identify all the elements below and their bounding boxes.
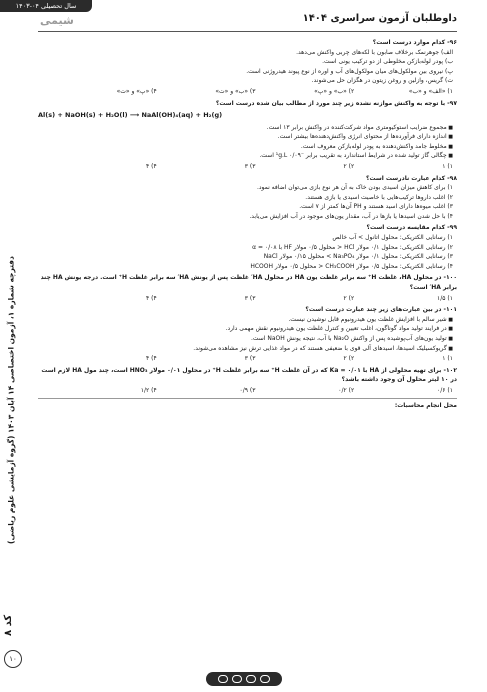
q96-item: الف) جوهرنمک برخلاف صابون با لکه‌های چربی واکنش می‌دهد. — [296, 48, 453, 56]
logo-ring-icon — [260, 675, 270, 683]
reaction-equation: Al(s) + NaOH(s) + H₂O(l) ⟶ NaAl(OH)₄(aq) + H₂(g) — [38, 111, 223, 120]
q99-option-1[interactable]: ۱) رسانایی الکتریکی: محلول اتانول > آب خالص — [332, 234, 453, 242]
q99-option-4[interactable]: ۴) رسانایی الکتریکی: محلول ۰/۵ مولار CH₃COOH < محلول ۰/۵ مولار HCOOH — [250, 262, 453, 270]
booklet-info: دفترچه شماره ۱، آزمون اختصاصی ۱۴ آبان ۱۴۰۳ (گروه آزمایشی علوم ریاضی) — [6, 256, 16, 544]
logo-ring-icon — [218, 675, 228, 683]
question-101-title: ۱۰۱- در بین عبارت‌های زیر چند عبارت درست است؟ — [305, 306, 457, 314]
question-102-title: ۱۰۲- برای تهیه محلولی از HA با Ka = ۰/۰۱ که در آن غلظت H⁺ سه برابر غلظت H⁺ در محلول ۰/۰۱ مولار HNO₃ است، چند مول HA لازم است در ۱۰ لیتر محلول آن وجود داشته باشد؟ — [41, 366, 457, 384]
publisher-logo — [206, 672, 282, 686]
q96-option-1[interactable]: ۱) «الف» و «ب» — [408, 87, 453, 95]
q97-item: ■ اندازه دارای فرآورده‌ها از محتوای انرژی واکنش‌دهنده‌ها بیشتر است. — [38, 132, 457, 142]
q97-option-1[interactable]: ۱) ۱ — [442, 162, 453, 170]
q102-option-2[interactable]: ۲) ۰/۲ — [338, 386, 355, 394]
q98-option-4[interactable]: ۴) با حل شدن اسیدها یا بازها در آب، مقدار یون‌های موجود در آب افزایش می‌یابد. — [249, 212, 453, 220]
q98-option-1[interactable]: ۱) برای کاهش میزان اسیدی بودن خاک به آن هر نوع بازی می‌توان اضافه نمود. — [256, 184, 453, 192]
q101-option-1[interactable]: ۱) ۱ — [442, 355, 453, 363]
q101-option-2[interactable]: ۲) ۲ — [343, 355, 355, 363]
academic-year-tab: سال تحصیلی ۰۴-۱۴۰۳ — [0, 0, 92, 12]
q102-option-4[interactable]: ۴) ۱/۲ — [140, 386, 157, 394]
q100-option-4[interactable]: ۴) ۴ — [146, 294, 157, 302]
q96-option-4[interactable]: ۴) «پ» و «ت» — [116, 87, 157, 95]
subject-label: شیمی — [40, 14, 74, 27]
q102-option-1[interactable]: ۱) ۰/۶ — [437, 386, 453, 394]
q97-item: ■ مخلوط جامد واکنش‌دهنده به پودر لوله‌بازکن معروف است. — [38, 142, 457, 152]
q101-item: ■ در فرایند تولید مواد گوناگون، اغلب تعیین و کنترل غلظت یون هیدرونیوم نقش مهمی دارد. — [38, 324, 457, 334]
logo-ring-icon — [232, 675, 242, 683]
q97-option-4[interactable]: ۴) ۴ — [146, 162, 157, 170]
calc-divider — [38, 398, 457, 399]
page-title: داوطلبان آزمون سراسری ۱۴۰۴ — [302, 13, 457, 24]
q97-item: ■ چگالی گاز تولید شده در شرایط استاندارد به تقریب برابر ⁻¹g.L ۰/۰۹ است. — [38, 151, 457, 161]
q101-item: ■ گریوکسیلیک اسیدها، اسیدهای آلی قوی با ضعیفی هستند که در مواد غذایی ترش نیز مشاهده می‌شوند. — [38, 344, 457, 354]
page-number: ۱۰ — [4, 650, 22, 668]
q96-item: ب) پودر لوله‌بازکن مخلوطی از دو ترکیب یونی است. — [322, 58, 453, 66]
header-divider — [38, 31, 457, 32]
q97-option-3[interactable]: ۳) ۳ — [244, 162, 256, 170]
side-band — [0, 210, 22, 590]
logo-ring-icon — [246, 675, 256, 683]
calculation-area-label: محل انجام محاسبات: — [394, 401, 457, 409]
question-99-title: ۹۹- کدام مقایسه درست است؟ — [366, 224, 457, 232]
q101-item: ■ تولید یون‌های آب‌پوشیده پس از واکنش Na₂O با آب، نتیجه یونش NaOH است. — [38, 334, 457, 344]
q102-options — [38, 386, 457, 396]
q96-item: پ) نیروی بین مولکول‌های میان مولکول‌های آب و اوره از نوع پیوند هیدروژنی است. — [246, 67, 453, 75]
q97-option-2[interactable]: ۲) ۲ — [343, 162, 355, 170]
questions-column — [38, 36, 457, 410]
q100-option-3[interactable]: ۳) ۳ — [244, 294, 256, 302]
question-100-title: ۱۰۰- در محلول HA، غلظت H⁺ سه برابر غلظت یون HA در محلول HA′ غلظت پس از یونش HA′ سه برابر غلظت H⁺ است. درجه یونش HA چند برابر HA′ است؟ — [40, 274, 457, 292]
q96-item: ت) گریس، وازلین و روغن زیتون در هگزان حل می‌شوند. — [311, 77, 453, 85]
q101-options — [38, 354, 457, 364]
q100-options — [38, 294, 457, 304]
q99-option-3[interactable]: ۳) رسانایی الکتریکی: محلول ۰/۱ مولار Na₃PO₄ > محلول ۰/۱۵ مولار NaCl — [263, 253, 453, 261]
q100-option-2[interactable]: ۲) ۲ — [343, 294, 355, 302]
q101-item: ■ شیر سالم با افزایش غلظت یون هیدرونیوم قابل نوشیدن نیست. — [38, 315, 457, 325]
q96-options — [38, 87, 457, 97]
q98-option-2[interactable]: ۲) اغلب داروها ترکیب‌هایی با خاصیت اسیدی یا بازی هستند. — [305, 193, 453, 201]
q96-option-3[interactable]: ۳) «ب» و «ت» — [215, 87, 256, 95]
q96-option-2[interactable]: ۲) «ب» و «پ» — [314, 87, 355, 95]
q97-options — [38, 162, 457, 172]
q97-item: ■ مجموع ضرایب استوکیومتری مواد شرکت‌کننده در واکنش برابر ۱۳ است. — [38, 123, 457, 133]
q101-option-4[interactable]: ۴) ۴ — [146, 355, 157, 363]
question-97-title: ۹۷- با توجه به واکنش موازنه نشده زیر چند مورد از مطالب بیان شده درست است؟ — [215, 99, 457, 107]
q101-option-3[interactable]: ۳) ۳ — [244, 355, 256, 363]
question-96-title: ۹۶- کدام موارد درست است؟ — [372, 39, 457, 46]
q98-option-3[interactable]: ۳) اغلب میوه‌ها دارای اسید هستند و PH آن‌ها کمتر از ۷ است. — [299, 203, 453, 211]
grade-code: کد ۸ — [3, 614, 14, 636]
q99-option-2[interactable]: ۲) رسانایی الکتریکی: محلول ۰/۱ مولار HCl < محلول ۰/۵ مولار HF با α = ۰/۰۸ — [252, 243, 453, 251]
question-98-title: ۹۸- کدام عبارت نادرست است؟ — [366, 174, 457, 182]
q102-option-3[interactable]: ۳) ۰/۹ — [239, 386, 256, 394]
q100-option-1[interactable]: ۱) ۱/۵ — [437, 294, 453, 302]
